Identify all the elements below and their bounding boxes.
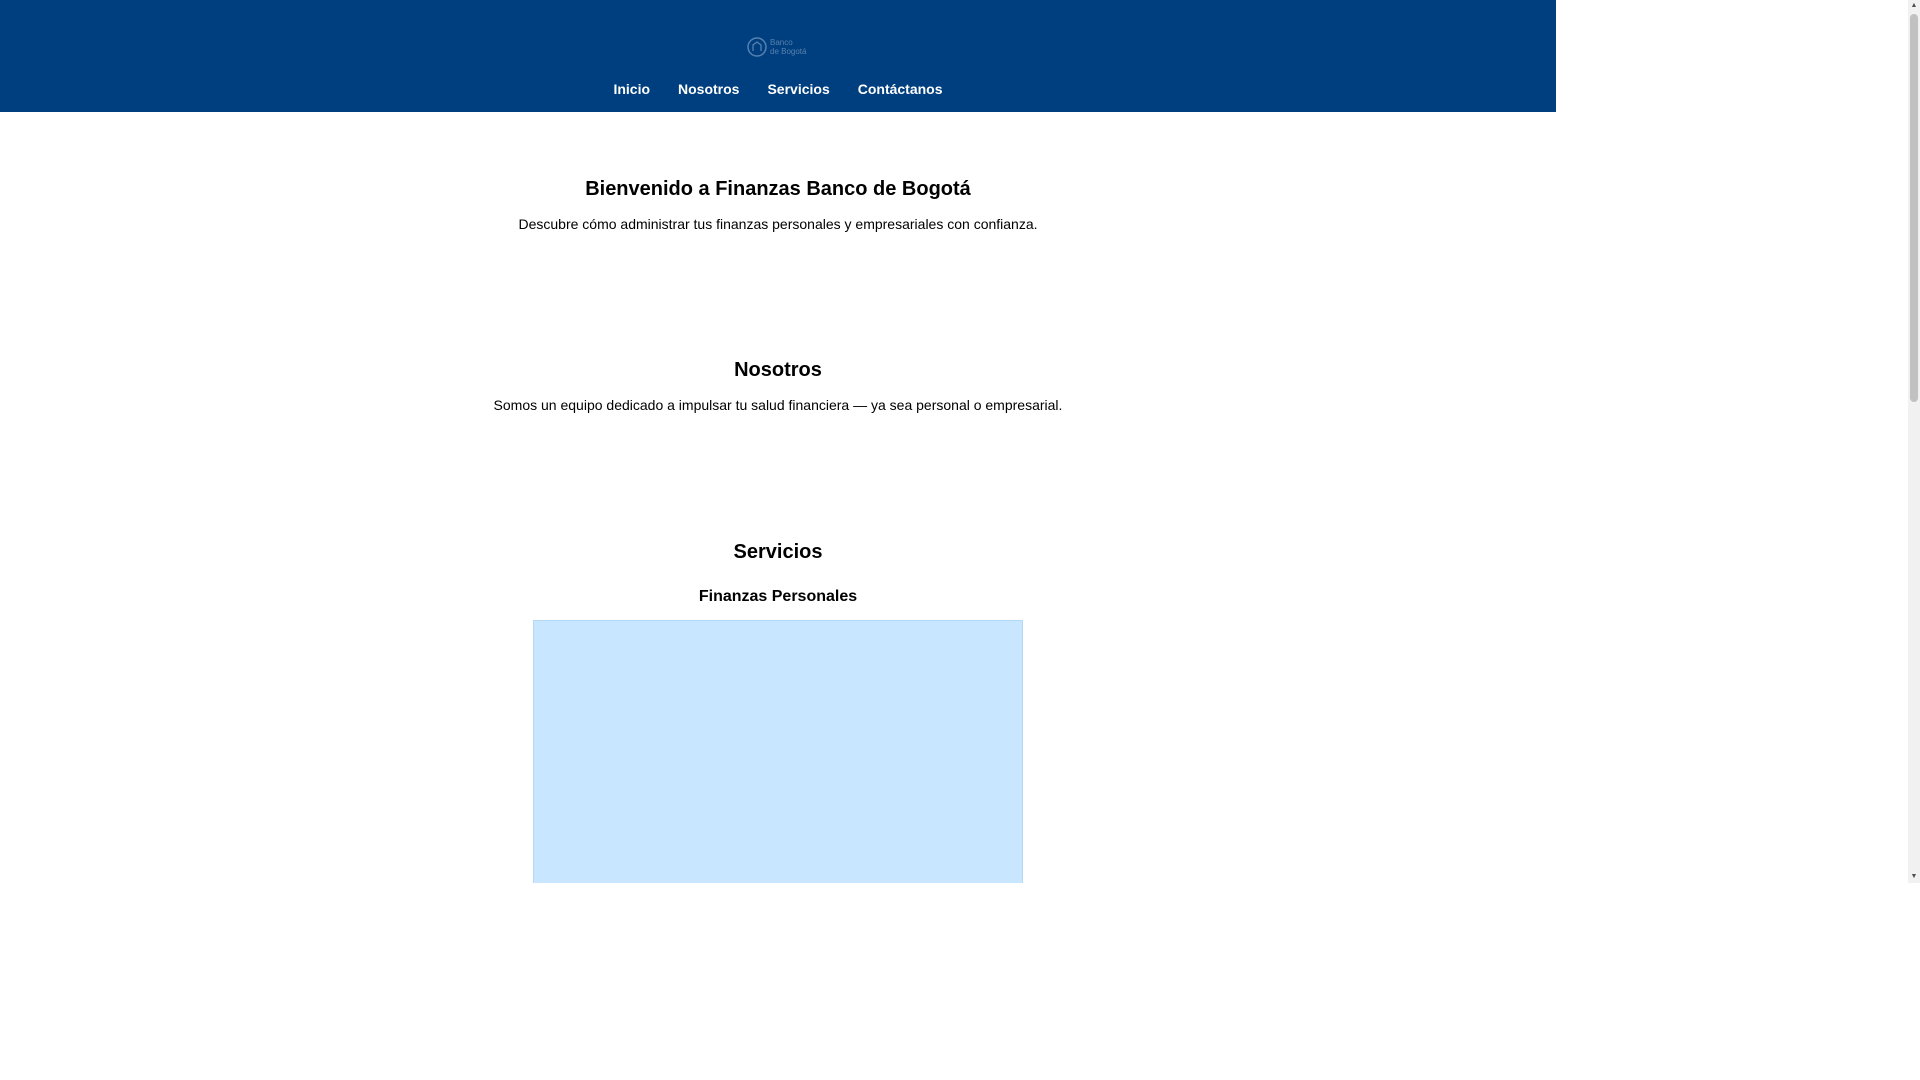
hero-section xyxy=(0,177,1556,233)
scroll-up-icon[interactable]: ▲ xyxy=(1910,2,1918,9)
services-section xyxy=(0,540,1556,607)
nav-nosotros[interactable]: Nosotros xyxy=(678,81,740,97)
logo-text xyxy=(770,38,806,56)
scroll-down-icon[interactable]: ▼ xyxy=(1910,873,1918,880)
bank-logo-icon xyxy=(747,37,767,57)
scroll-thumb[interactable] xyxy=(1910,14,1918,402)
main-nav xyxy=(0,80,1556,98)
nav-inicio[interactable]: Inicio xyxy=(613,81,651,97)
vertical-scrollbar[interactable] xyxy=(1908,0,1920,883)
nav-servicios[interactable]: Servicios xyxy=(767,81,830,97)
service-card-title: Finanzas Personales xyxy=(698,588,858,605)
hero-subtitle: Descubre cómo administrar tus finanzas personales y empresariales con confianza. xyxy=(518,216,1038,232)
about-text: Somos un equipo dedicado a impulsar tu salud financiera — ya sea personal o empresarial. xyxy=(493,397,1063,413)
service-image-placeholder xyxy=(533,620,1023,883)
about-section xyxy=(0,358,1556,414)
logo-line-2: de Bogotá xyxy=(770,47,807,56)
logo-line-1: Banco xyxy=(770,38,793,47)
nav-contactanos[interactable]: Contáctanos xyxy=(857,81,943,97)
logo[interactable] xyxy=(747,36,817,58)
about-title: Nosotros xyxy=(734,359,822,381)
site-header xyxy=(0,0,1556,112)
services-title: Servicios xyxy=(733,541,823,563)
hero-title: Bienvenido a Finanzas Banco de Bogotá xyxy=(585,178,971,200)
